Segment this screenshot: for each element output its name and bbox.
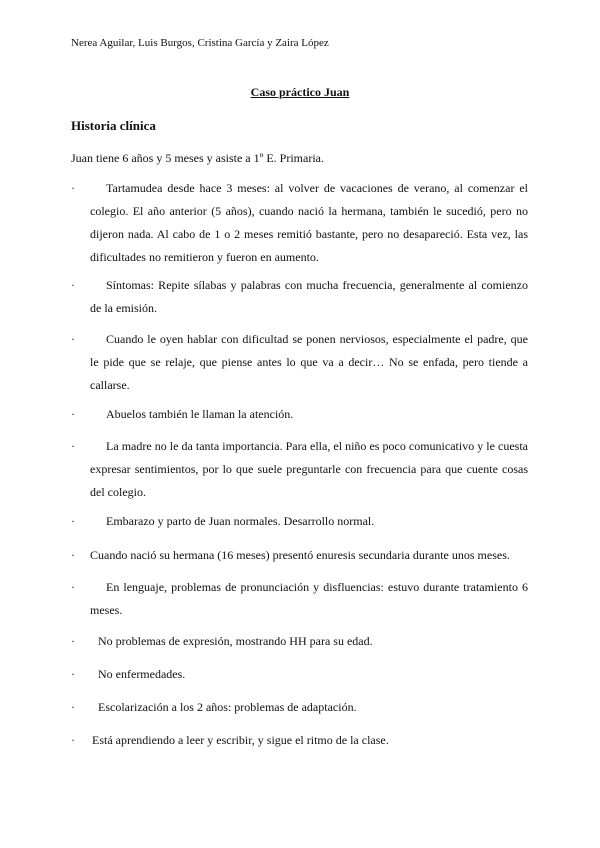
list-item-text: No enfermedades. — [98, 667, 186, 681]
list-item-text: Escolarización a los 2 años: problemas de adaptación. — [98, 700, 357, 714]
list-item-text: Abuelos también le llaman la atención. — [106, 407, 294, 421]
bullet-marker: · — [71, 439, 75, 453]
list-item-text: Síntomas: Repite sílabas y palabras con mucha frecuencia, generalmente al comienzo de la emisión. — [90, 278, 528, 315]
list-item — [71, 576, 528, 622]
bullet-marker: · — [71, 700, 75, 714]
bullet-marker: · — [71, 278, 75, 292]
list-item — [71, 403, 528, 426]
bullet-marker: · — [71, 548, 75, 562]
list-item-text: Cuando nació su hermana (16 meses) presentó enuresis secundaria durante unos meses. — [90, 548, 510, 562]
document-title: Caso práctico Juan — [250, 85, 350, 99]
list-item — [71, 177, 528, 269]
list-item — [71, 274, 528, 320]
bullet-marker: · — [71, 407, 75, 421]
list-item-text: Tartamudea desde hace 3 meses: al volver de vacaciones de verano, al comenzar el colegio. El año anterior (5 años), cuando nació la hermana, también le sucedió, pero no dijeron nada. Al cabo de 1 o 2 meses remitió bastante, pero no desapareció. Esta vez, las dificultades no remitieron y fueron en aumento. — [90, 181, 528, 264]
list-item-text: Cuando le oyen hablar con dificultad se ponen nerviosos, especialmente el padre, que le pide que se relaje, que piense antes lo que va a decir… No se enfada, pero tiende a callarse. — [90, 332, 528, 392]
list-item — [71, 630, 528, 653]
bullet-marker: · — [71, 580, 75, 594]
list-item — [71, 510, 528, 533]
intro-paragraph: Juan tiene 6 años y 5 meses y asiste a 1º E. Primaria. — [71, 151, 324, 165]
list-item — [71, 544, 528, 567]
list-item-text: La madre no le da tanta importancia. Para ella, el niño es poco comunicativo y le cuesta expresar sentimientos, por lo que suele preguntarle con frecuencia para que cuente cosas del colegio. — [90, 439, 528, 499]
bullet-marker: · — [71, 634, 75, 648]
section-heading: Historia clínica — [71, 118, 156, 133]
bullet-marker: · — [71, 667, 75, 681]
list-item — [71, 729, 528, 752]
list-item-text: No problemas de expresión, mostrando HH para su edad. — [98, 634, 373, 648]
bullet-marker: · — [71, 332, 75, 346]
list-item-text: Está aprendiendo a leer y escribir, y sigue el ritmo de la clase. — [92, 733, 389, 747]
list-item — [71, 328, 528, 397]
bullet-marker: · — [71, 733, 75, 747]
bullet-marker: · — [71, 181, 75, 195]
list-item-text: En lenguaje, problemas de pronunciación y disfluencias: estuvo durante tratamiento 6 meses. — [90, 580, 528, 617]
list-item — [71, 696, 528, 719]
list-item-text: Embarazo y parto de Juan normales. Desarrollo normal. — [106, 514, 375, 528]
list-item — [71, 435, 528, 504]
header-authors: Nerea Aguilar, Luis Burgos, Cristina García y Zaira López — [71, 37, 329, 49]
bullet-marker: · — [71, 514, 75, 528]
list-item — [71, 663, 528, 686]
